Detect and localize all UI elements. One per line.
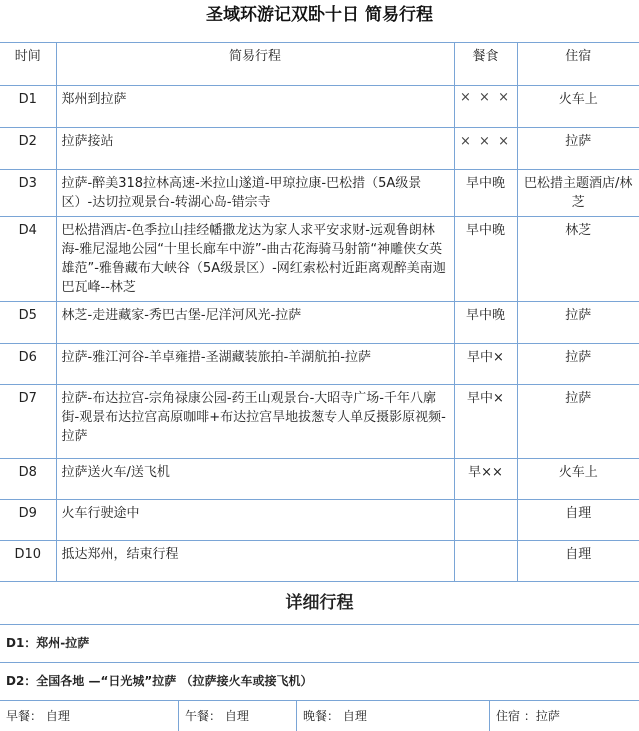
table-row <box>0 458 639 499</box>
stay-cell: 火车上 <box>517 85 639 127</box>
meals-cell: × × × <box>454 85 517 127</box>
stay-cell: 自理 <box>517 540 639 581</box>
stay-cell: 拉萨 <box>517 384 639 458</box>
day-cell: D5 <box>0 301 56 343</box>
header-stay: 住宿 <box>517 43 639 85</box>
table-row <box>0 127 639 169</box>
route-cell: 拉萨-布达拉宫-宗角禄康公园-药王山观景台-大昭寺广场-千年八廓街-观景布达拉宫高原咖啡+布达拉宫旱地拔葱专人单反摄影原视频-拉萨 <box>56 384 454 458</box>
route-cell: 拉萨送火车/送飞机 <box>56 458 454 499</box>
meals-cell: 早×× <box>454 458 517 499</box>
route-cell: 拉萨-雅江河谷-羊卓雍措-圣湖藏装旅拍-羊湖航拍-拉萨 <box>56 343 454 384</box>
page-title: 圣域环游记双卧十日 简易行程 <box>0 0 639 43</box>
day-cell: D1 <box>0 85 56 127</box>
day-cell: D3 <box>0 169 56 216</box>
day-cell: D8 <box>0 458 56 499</box>
dinner-info: 晚餐： 自理 <box>297 701 490 731</box>
detail-day2-heading: D2：全国各地 —“日光城”拉萨 （拉萨接火车或接飞机） <box>0 663 639 701</box>
stay-cell: 巴松措主题酒店/林芝 <box>517 169 639 216</box>
day-cell: D2 <box>0 127 56 169</box>
route-cell: 拉萨接站 <box>56 127 454 169</box>
table-row <box>0 216 639 301</box>
meals-cell <box>454 499 517 540</box>
route-cell: 巴松措酒店-色季拉山挂经幡撒龙达为家人求平安求财-远观鲁朗林海-雅尼湿地公园“十里长廊车中游”-曲古花海骑马射箭“神雕侠女英雄范”-雅鲁藏布大峡谷（5A级景区）-网红索松村近距离观醉美南迦巴瓦峰--林芝 <box>56 216 454 301</box>
meals-cell: 早中× <box>454 384 517 458</box>
meals-cell: 早中晚 <box>454 301 517 343</box>
route-cell: 郑州到拉萨 <box>56 85 454 127</box>
stay-cell: 拉萨 <box>517 127 639 169</box>
route-cell: 林芝-走进藏家-秀巴古堡-尼洋河风光-拉萨 <box>56 301 454 343</box>
route-cell: 火车行驶途中 <box>56 499 454 540</box>
table-row <box>0 169 639 216</box>
table-row <box>0 85 639 127</box>
meals-cell: 早中晚 <box>454 169 517 216</box>
table-row <box>0 540 639 581</box>
table-row <box>0 384 639 458</box>
header-meals: 餐食 <box>454 43 517 85</box>
breakfast-info: 早餐： 自理 <box>0 701 179 731</box>
detail-day1-heading: D1：郑州-拉萨 <box>0 625 639 663</box>
day-cell: D6 <box>0 343 56 384</box>
table-row <box>0 343 639 384</box>
day-cell: D7 <box>0 384 56 458</box>
meals-cell <box>454 540 517 581</box>
stay-cell: 林芝 <box>517 216 639 301</box>
stay-cell: 火车上 <box>517 458 639 499</box>
header-time: 时间 <box>0 43 56 85</box>
detail-meals-row <box>0 701 639 731</box>
meals-cell: 早中× <box>454 343 517 384</box>
stay-cell: 拉萨 <box>517 301 639 343</box>
itinerary-table <box>0 43 639 582</box>
stay-cell: 拉萨 <box>517 343 639 384</box>
meals-cell: 早中晚 <box>454 216 517 301</box>
day-cell: D4 <box>0 216 56 301</box>
lunch-info: 午餐： 自理 <box>179 701 297 731</box>
table-row <box>0 301 639 343</box>
stay-info: 住宿 ：拉萨 <box>496 708 560 723</box>
meals-cell: × × × <box>454 127 517 169</box>
stay-cell: 自理 <box>517 499 639 540</box>
day-cell: D10 <box>0 540 56 581</box>
header-itinerary: 简易行程 <box>56 43 454 85</box>
detail-section-title: 详细行程 <box>0 582 639 625</box>
route-cell: 抵达郑州，结束行程 <box>56 540 454 581</box>
table-header-row <box>0 43 639 85</box>
route-cell: 拉萨-醉美318拉林高速-米拉山遂道-甲琼拉康-巴松措（5A级景区）-达切拉观景台-转湖心岛-错宗寺 <box>56 169 454 216</box>
day-cell: D9 <box>0 499 56 540</box>
table-row <box>0 499 639 540</box>
